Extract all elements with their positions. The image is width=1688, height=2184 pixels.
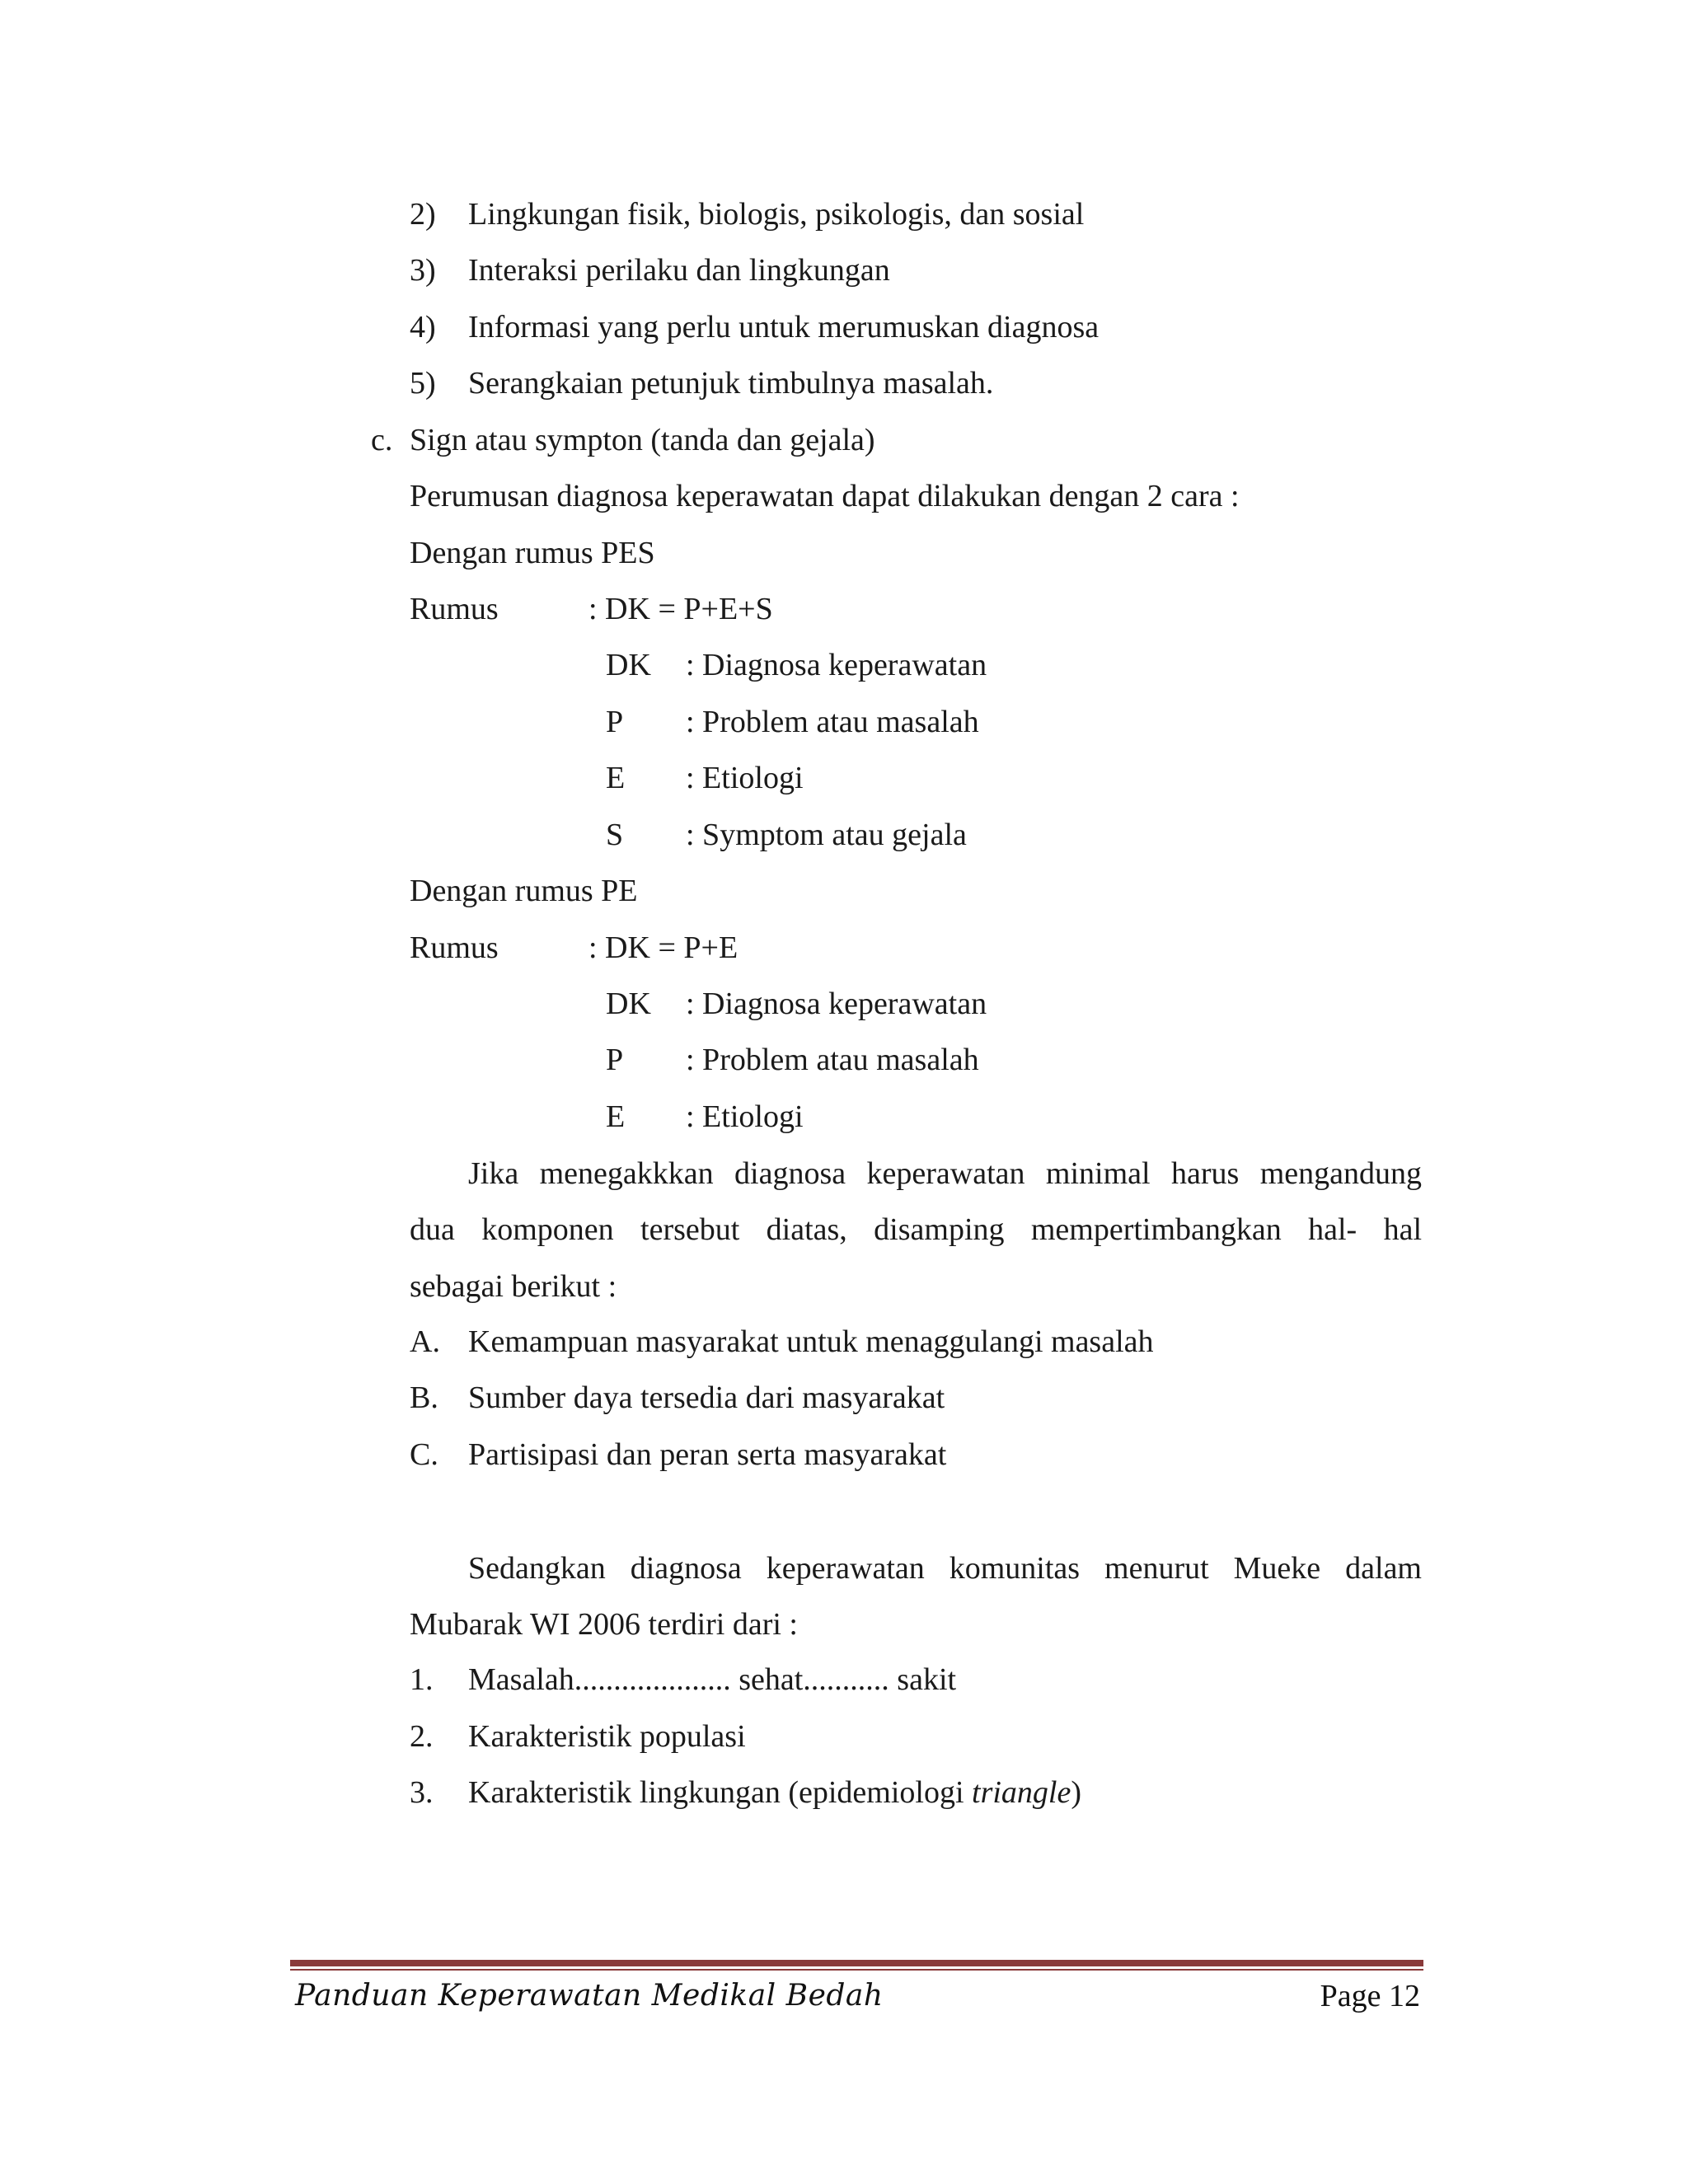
pe-def-text: : Etiologi [686, 1099, 804, 1134]
footer-rule [290, 1960, 1423, 1971]
list-item-text: Kemampuan masyarakat untuk menaggulangi masalah [468, 1324, 1154, 1359]
list-item-text: Lingkungan fisik, biologis, psikologis, dan sosial [468, 197, 1085, 232]
list-number: 5) [410, 366, 436, 401]
pe-def-text: : Problem atau masalah [686, 1043, 979, 1077]
list-item-text [468, 1773, 1081, 1812]
pe-rumus-label: Rumus [410, 930, 499, 965]
list-item-text-main: Karakteristik lingkungan (epidemiologi [468, 1775, 973, 1810]
list-item-text-after: ) [1071, 1775, 1082, 1810]
pes-rumus-label: Rumus [410, 592, 499, 626]
list-item-text-italic: triangle [972, 1775, 1071, 1810]
pes-heading: Dengan rumus PES [410, 536, 655, 570]
page-number: Page 12 [1320, 1979, 1420, 2013]
paragraph-line: dua komponen tersebut diatas, disamping mempertimbangkan hal- hal [410, 1212, 1422, 1247]
list-item-text: Interaksi perilaku dan lingkungan [468, 253, 890, 288]
pe-def-symbol: E [606, 1099, 626, 1134]
pes-def-symbol: E [606, 761, 626, 795]
list-number: 3) [410, 253, 436, 288]
pes-def-text: : Symptom atau gejala [686, 818, 967, 852]
list-item-text: Karakteristik populasi [468, 1719, 746, 1754]
list-number: 2. [410, 1719, 434, 1754]
list-item-text: Informasi yang perlu untuk merumuskan diagnosa [468, 310, 1100, 344]
section-heading: Sign atau sympton (tanda dan gejala) [410, 423, 875, 457]
paragraph-line: Mubarak WI 2006 terdiri dari : [410, 1607, 798, 1642]
paragraph-line: Jika menegakkkan diagnosa keperawatan minimal harus mengandung [468, 1156, 1422, 1191]
list-number: 2) [410, 197, 436, 232]
pes-def-symbol: DK [606, 648, 651, 682]
footer-rule-thin [290, 1969, 1423, 1971]
pes-def-text: : Problem atau masalah [686, 705, 979, 739]
paragraph-line: Sedangkan diagnosa keperawatan komunitas menurut Mueke dalam [468, 1551, 1422, 1586]
paragraph-line: sebagai berikut : [410, 1269, 617, 1304]
pes-rumus-value: : DK = P+E+S [588, 592, 773, 626]
list-letter: C. [410, 1437, 438, 1472]
list-letter: A. [410, 1324, 440, 1359]
list-item-text: Sumber daya tersedia dari masyarakat [468, 1380, 945, 1415]
pe-def-symbol: DK [606, 987, 651, 1021]
footer-rule-thick [290, 1960, 1423, 1966]
list-item-text: Partisipasi dan peran serta masyarakat [468, 1437, 947, 1472]
pes-def-symbol: P [606, 705, 624, 739]
pe-heading: Dengan rumus PE [410, 874, 638, 908]
intro-text: Perumusan diagnosa keperawatan dapat dilakukan dengan 2 cara : [410, 479, 1240, 513]
list-letter: B. [410, 1380, 438, 1415]
list-number: 4) [410, 310, 436, 344]
list-item-text: Masalah.................... sehat........... sakit [468, 1662, 957, 1697]
pes-def-symbol: S [606, 818, 624, 852]
footer-title: Panduan Keperawatan Medikal Bedah [295, 1979, 884, 2013]
list-number: 3. [410, 1775, 434, 1810]
list-item-text: Serangkaian petunjuk timbulnya masalah. [468, 366, 994, 401]
section-letter: c. [371, 423, 393, 457]
pe-rumus-value: : DK = P+E [588, 930, 738, 965]
list-number: 1. [410, 1662, 434, 1697]
pe-def-text: : Diagnosa keperawatan [686, 987, 987, 1021]
pe-def-symbol: P [606, 1043, 624, 1077]
pes-def-text: : Diagnosa keperawatan [686, 648, 987, 682]
pes-def-text: : Etiologi [686, 761, 804, 795]
